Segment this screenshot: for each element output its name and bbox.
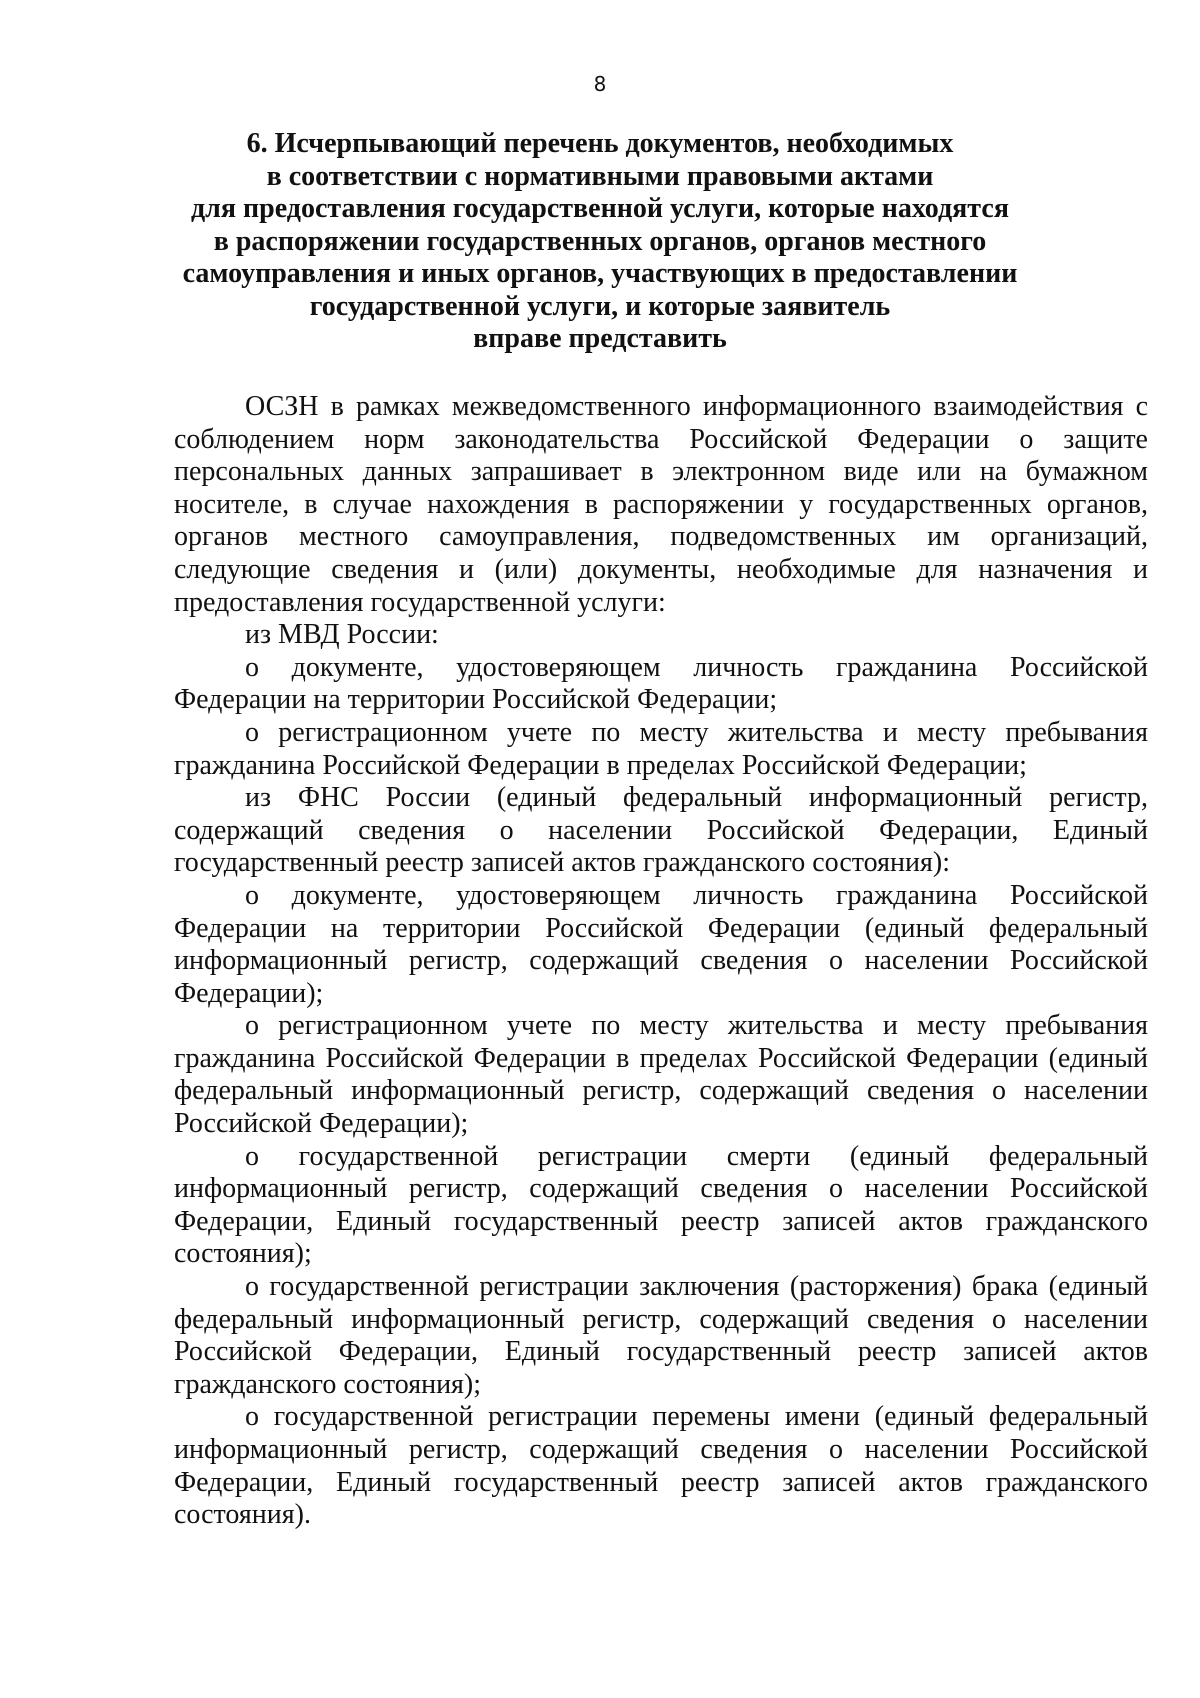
paragraph-mvd-source: из МВД России: (245, 619, 439, 651)
heading-line: в соответствии с нормативными правовыми актами (266, 160, 934, 192)
list-item-death-registration: о государственной регистрации смерти (единый федеральный информационный регистр, содержащий сведения о населении Российской Федерации, Единый государственный реестр записей актов гражданского состояния); (174, 1140, 1148, 1270)
list-item-marriage-registration: о государственной регистрации заключения (расторжения) брака (единый федеральный информационный регистр, содержащий сведения о населении Российской Федерации, Единый государственный реестр записей актов гражданского состояния); (174, 1271, 1148, 1400)
heading-line: самоуправления и иных органов, участвующих в предоставлении (182, 258, 1018, 289)
section-heading (180, 128, 1020, 356)
heading-line: для предоставления государственной услуги, которые находятся (191, 193, 1009, 224)
page-number: 8 (593, 72, 607, 96)
list-item-fns-registration: о регистрационном учете по месту жительства и месту пребывания гражданина Российской Федерации в пределах Российской Федерации (единый федеральный информационный регистр, содержащий сведения о населении Российской Федерации); (174, 1010, 1148, 1140)
list-item-mvd-registration: о регистрационном учете по месту жительства и месту пребывания гражданина Российской Федерации в пределах Российской Федерации; (174, 716, 1148, 781)
list-item-fns-identity-document: о документе, удостоверяющем личность гражданина Российской Федерации на территории Российской Федерации (единый федеральный информационный регистр, содержащий сведения о населении Российской Федерации); (174, 879, 1148, 1009)
heading-line: государственной услуги, и которые заявитель (309, 290, 891, 322)
heading-line: 6. Исчерпывающий перечень документов, необходимых (246, 128, 954, 159)
paragraph-fns-source: из ФНС России (единый федеральный информационный регистр, содержащий сведения о населении Российской Федерации, Единый государственный реестр записей актов гражданского состояния): (174, 782, 1148, 879)
paragraph-intro: ОСЗН в рамках межведомственного информационного взаимодействия с соблюдением норм законодательства Российской Федерации о защите персональных данных запрашивает в электронном виде или на бумажном носителе, в случае нахождения в распоряжении у государственных органов, органов местного самоуправления, подведомственных им организаций, следующие сведения и (или) документы, необходимые для назначения и предоставления государственной услуги: (174, 391, 1148, 618)
heading-line: в распоряжении государственных органов, органов местного (213, 225, 987, 257)
heading-line: вправе представить (473, 323, 727, 354)
body-text (174, 391, 1148, 1532)
list-item-mvd-identity-document: о документе, удостоверяющем личность гражданина Российской Федерации на территории Российской Федерации; (174, 651, 1148, 716)
list-item-name-change-registration: о государственной регистрации перемены имени (единый федеральный информационный регистр, содержащий сведения о населении Российской Федерации, Единый государственный реестр записей актов гражданского состояния). (174, 1401, 1148, 1531)
